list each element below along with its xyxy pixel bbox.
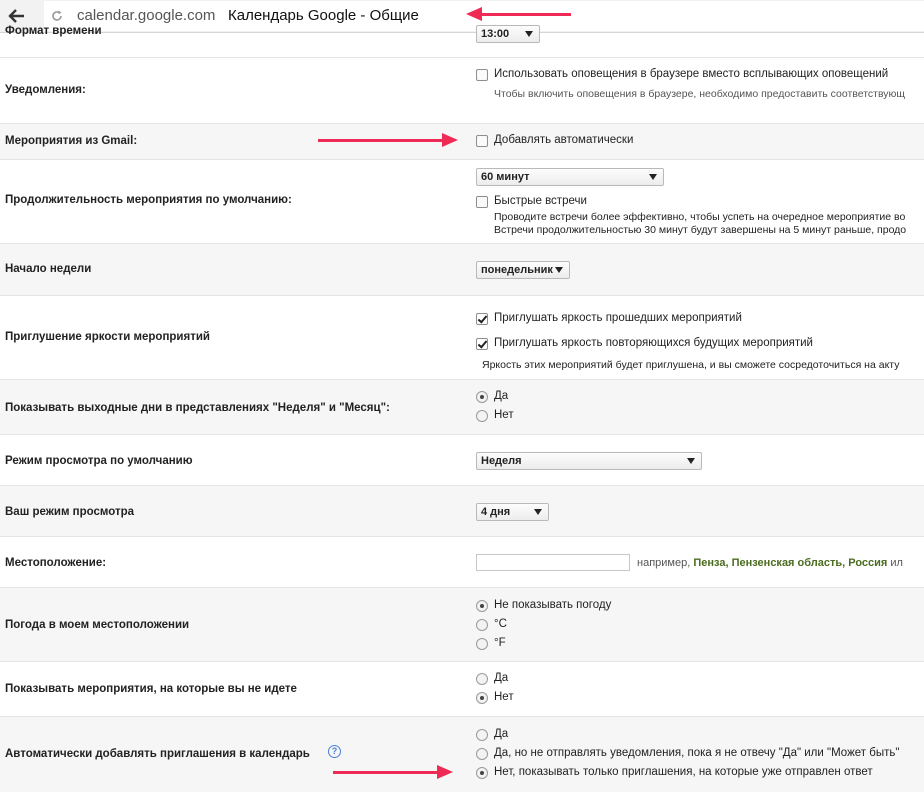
row-location [0,536,924,588]
auto-invites-yes-silent-radio[interactable] [476,748,488,760]
row-declined [0,661,924,717]
location-hint-suffix: ил [890,557,903,569]
dim-recurring-option: Приглушать яркость повторяющихся будущих мероприятий [494,337,813,349]
dimming-label: Приглушение яркости мероприятий [5,331,210,343]
default-view-select[interactable] [476,452,702,470]
arrow-head [442,133,458,147]
auto-invites-yes-option: Да [494,728,509,740]
browser-toolbar [0,0,924,33]
row-weather [0,587,924,662]
row-dimming [0,295,924,380]
row-auto-invites [0,716,924,792]
notifications-hint: Чтобы включить оповещения в браузере, необходимо предоставить соответствующ [494,88,906,100]
help-icon[interactable]: ? [328,745,341,758]
week-start-select[interactable] [476,261,570,279]
declined-label: Показывать мероприятия, на которые вы не идете [5,683,297,695]
weekends-no-option: Нет [494,409,514,421]
dim-recurring-checkbox[interactable] [476,338,488,350]
quick-meetings-hint-1: Проводите встречи более эффективно, чтобы успеть на очередное мероприятие во [494,211,906,223]
browser-notifications-checkbox[interactable] [476,69,488,81]
declined-yes-radio[interactable] [476,673,488,685]
row-weekends [0,379,924,435]
dropdown-arrow-icon [649,174,657,180]
arrow-head [466,7,482,21]
dim-past-checkbox[interactable] [476,313,488,325]
time-format-value: 13:00 [481,28,510,40]
dropdown-arrow-icon [687,458,695,464]
gmail-events-label: Мероприятия из Gmail: [5,135,138,147]
quick-meetings-checkbox[interactable] [476,196,488,208]
auto-invites-no-radio[interactable] [476,767,488,779]
row-time-format [0,25,924,57]
time-format-select[interactable] [476,25,540,43]
weather-none-radio[interactable] [476,600,488,612]
auto-invites-yes-silent-option: Да, но не отправлять уведомления, пока я не отвечу "Да" или "Может быть" [494,747,900,759]
duration-select[interactable] [476,168,664,186]
notifications-label: Уведомления: [5,84,86,96]
back-arrow-icon[interactable] [6,5,28,27]
weather-none-option: Не показывать погоду [494,599,612,611]
weekends-label: Показывать выходные дни в представлениях "Неделя" и "Месяц": [5,402,390,414]
weekends-yes-radio[interactable] [476,391,488,403]
location-example-3: Россия [848,557,888,569]
quick-meetings-option: Быстрые встречи [494,195,587,207]
page-title: Календарь Google - Общие [228,7,419,24]
location-example-1: Пенза [693,557,726,569]
row-week-start [0,243,924,296]
dropdown-arrow-icon [525,31,533,37]
default-duration-label: Продолжительность мероприятия по умолчанию: [5,194,292,206]
location-label: Местоположение: [5,557,107,569]
gmail-auto-add-checkbox[interactable] [476,135,488,147]
location-hint-prefix: например, [637,557,691,569]
location-example-sep-2: , [842,557,846,569]
location-example-2: Пензенская область [731,557,843,569]
arrow-head [437,765,453,779]
default-view-value: Неделя [481,455,522,467]
dimming-hint: Яркость этих мероприятий будет приглушена, и вы сможете сосредоточиться на акту [482,359,900,371]
url-text[interactable]: calendar.google.com [77,7,216,24]
weather-celsius-radio[interactable] [476,619,488,631]
custom-view-select[interactable] [476,503,549,521]
default-view-label: Режим просмотра по умолчанию [5,455,193,467]
custom-view-value: 4 дня [481,506,511,518]
browser-notifications-option: Использовать оповещения в браузере вместо всплывающих оповещений [494,68,889,80]
week-start-value: понедельник [481,264,553,276]
dropdown-arrow-icon [555,267,563,273]
annotation-arrow-title [478,13,571,16]
gmail-auto-add-option: Добавлять автоматически [494,134,634,146]
weekends-no-radio[interactable] [476,410,488,422]
declined-no-option: Нет [494,691,514,703]
declined-no-radio[interactable] [476,692,488,704]
week-start-label: Начало недели [5,263,92,275]
auto-invites-label: Автоматически добавлять приглашения в календарь [5,748,310,760]
row-custom-view [0,485,924,537]
declined-yes-option: Да [494,672,509,684]
custom-view-label: Ваш режим просмотра [5,506,135,518]
row-default-view [0,434,924,486]
quick-meetings-hint-2: Встречи продолжительностью 30 минут будут завершены на 5 минут раньше, продо [494,224,907,236]
location-input[interactable] [476,554,630,571]
dropdown-arrow-icon [534,509,542,515]
row-default-duration [0,159,924,244]
annotation-arrow-invites [333,771,441,774]
weather-fahrenheit-option: °F [494,637,506,649]
weekends-yes-option: Да [494,390,509,402]
location-example-sep-1: , [725,557,729,569]
duration-value: 60 минут [481,171,530,183]
row-gmail-events [0,123,924,160]
auto-invites-no-option: Нет, показывать только приглашения, на которые уже отправлен ответ [494,766,873,778]
auto-invites-yes-radio[interactable] [476,729,488,741]
dim-past-option: Приглушать яркость прошедших мероприятий [494,312,742,324]
weather-fahrenheit-radio[interactable] [476,638,488,650]
weather-label: Погода в моем местоположении [5,619,190,631]
time-format-label: Формат времени [5,25,102,37]
reload-icon[interactable] [50,9,64,23]
location-hint [637,557,903,569]
row-notifications [0,57,924,124]
annotation-arrow-gmail [318,139,446,142]
weather-celsius-option: °C [494,618,507,630]
